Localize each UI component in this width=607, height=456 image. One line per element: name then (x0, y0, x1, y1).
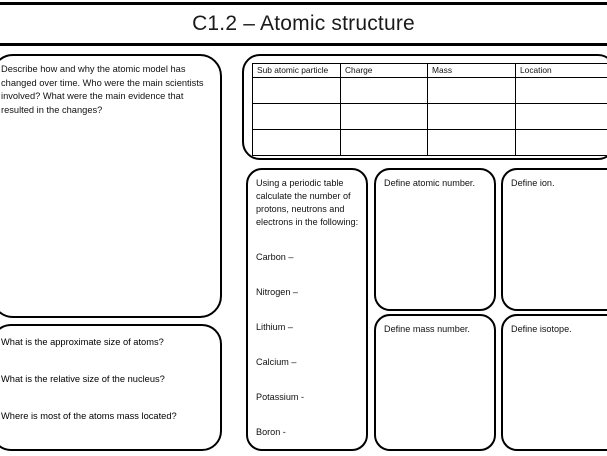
define-atomic-number-box[interactable] (374, 168, 496, 311)
table-cell[interactable] (253, 104, 341, 130)
page-title-band (0, 2, 607, 46)
size-question-1: What is the approximate size of atoms? (1, 337, 164, 347)
size-question-3: Where is most of the atoms mass located? (1, 411, 177, 421)
element-lithium: Lithium – (256, 322, 293, 333)
table-row (253, 130, 607, 156)
element-potassium: Potassium - (256, 392, 305, 403)
table-row (253, 104, 607, 130)
table-cell[interactable] (253, 78, 341, 104)
table-cell[interactable] (516, 78, 607, 104)
define-mass-number-box[interactable] (374, 314, 496, 451)
element-carbon: Carbon – (256, 252, 294, 263)
column-header-particle: Sub atomic particle (253, 64, 341, 78)
size-questions-box[interactable] (0, 324, 222, 451)
table-cell[interactable] (428, 78, 516, 104)
define-ion-prompt: Define ion. (511, 178, 555, 188)
table-cell[interactable] (516, 104, 607, 130)
table-cell[interactable] (516, 130, 607, 156)
column-header-charge: Charge (341, 64, 428, 78)
sub-atomic-particle-table-box[interactable] (242, 54, 607, 160)
define-isotope-box[interactable] (501, 314, 607, 451)
table-row (253, 78, 607, 104)
table-cell[interactable] (253, 130, 341, 156)
element-calcium: Calcium – (256, 357, 297, 368)
sub-atomic-particle-table (252, 63, 607, 156)
atomic-model-prompt: Describe how and why the atomic model has changed over time. Who were the main scientists involved? What were the main evidence that resulted in the changes? (1, 64, 204, 115)
table-cell[interactable] (341, 130, 428, 156)
atomic-model-answer-box[interactable] (0, 54, 222, 318)
column-header-location: Location (516, 64, 607, 78)
page-title: C1.2 – Atomic structure (192, 12, 415, 35)
calculate-particles-box[interactable] (246, 168, 368, 451)
define-atomic-number-prompt: Define atomic number. (384, 178, 475, 188)
element-nitrogen: Nitrogen – (256, 287, 298, 298)
define-isotope-prompt: Define isotope. (511, 324, 572, 334)
table-header-row (253, 64, 607, 78)
calculate-instruction: Using a periodic table calculate the number of protons, neutrons and electrons in the following: (256, 178, 359, 228)
table-cell[interactable] (341, 104, 428, 130)
element-boron: Boron - (256, 427, 286, 438)
table-cell[interactable] (428, 104, 516, 130)
table-cell[interactable] (428, 130, 516, 156)
size-question-2: What is the relative size of the nucleus? (1, 374, 165, 384)
define-ion-box[interactable] (501, 168, 607, 311)
table-cell[interactable] (341, 78, 428, 104)
column-header-mass: Mass (428, 64, 516, 78)
define-mass-number-prompt: Define mass number. (384, 324, 470, 334)
